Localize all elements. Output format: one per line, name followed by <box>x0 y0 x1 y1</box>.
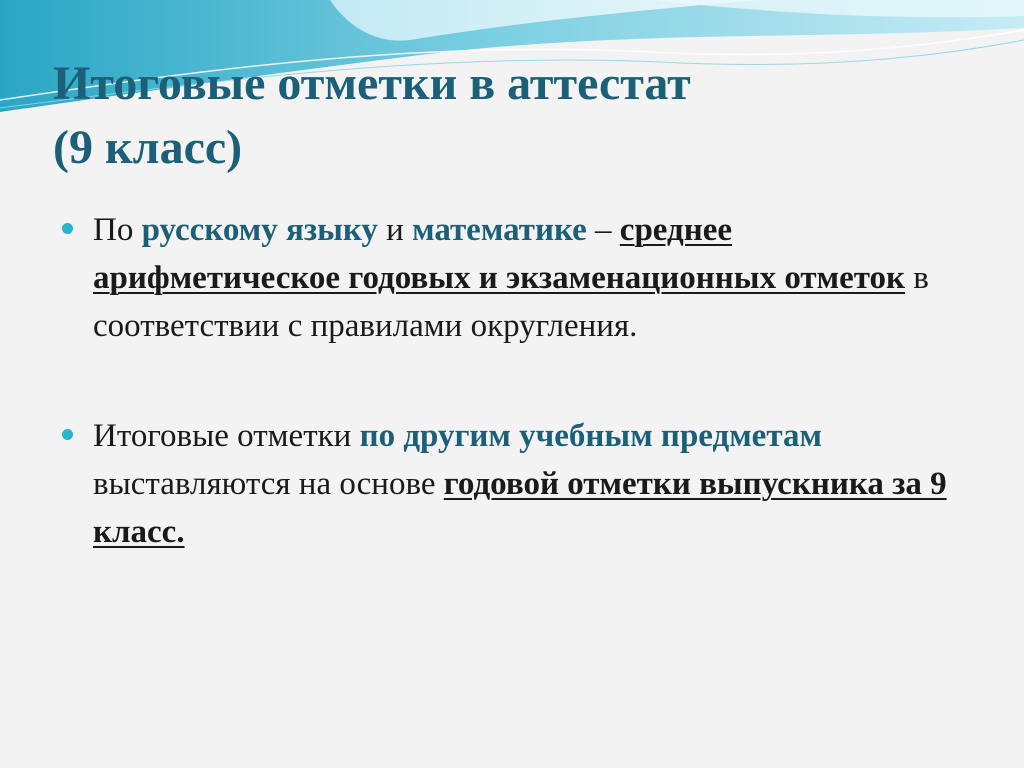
bullet-list <box>62 206 962 556</box>
title-line-2: (9 класс) <box>53 121 243 174</box>
slide-title <box>53 52 973 180</box>
highlight-russian-language: русскому языку <box>141 212 378 248</box>
highlight-other-subjects: по другим учебным предметам <box>359 418 822 454</box>
highlight-mathematics: математике <box>412 212 587 248</box>
bullet-item-2 <box>62 412 962 556</box>
text: выставляются на основе <box>93 466 444 502</box>
text: – <box>586 212 620 248</box>
bullet-item-1 <box>62 206 962 350</box>
emphasis-average-marks: среднее арифметическое годовых и экзаменационных отметок <box>93 212 906 296</box>
bullet-dot-icon <box>62 429 73 440</box>
text: в соответствии с правилами округления. <box>93 260 929 344</box>
bullet-dot-icon <box>62 223 73 234</box>
title-line-1: Итоговые отметки в аттестат <box>53 57 691 110</box>
text: По <box>93 212 142 248</box>
emphasis-annual-mark: годовой отметки выпускника за 9 класс. <box>93 466 947 550</box>
text: и <box>377 212 413 248</box>
text: Итоговые отметки <box>93 418 360 454</box>
